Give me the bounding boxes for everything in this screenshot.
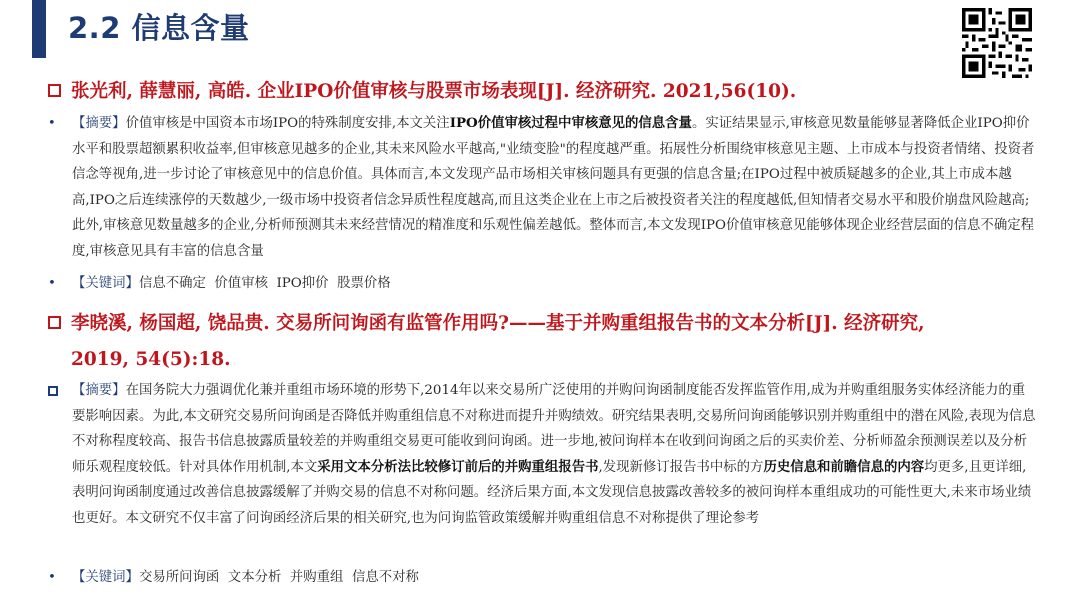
reference-2-abstract	[48, 378, 1038, 531]
reference-1-heading	[48, 74, 796, 110]
abstract-text: 价值审核是中国资本市场IPO的特殊制度安排,本文关注	[125, 116, 450, 131]
abstract-highlight: 历史信息和前瞻信息的内容	[763, 458, 925, 475]
abstract-highlight: IPO价值审核过程中审核意见的信息含量	[449, 115, 692, 131]
dot-bullet-icon: •	[48, 570, 56, 585]
square-outline-icon	[48, 316, 61, 329]
reference-2-keywords	[48, 565, 419, 590]
square-bullet-icon	[48, 386, 58, 396]
keywords-text: 交易所问询函 文本分析 并购重组 信息不对称	[138, 570, 419, 585]
dot-bullet-icon: •	[48, 276, 56, 291]
title-accent-bar	[32, 0, 46, 58]
abstract-highlight: 采用文本分析法比较修订前后的并购重组报告书	[317, 458, 599, 475]
keywords-text: 信息不确定 价值审核 IPO抑价 股票价格	[138, 276, 391, 291]
dot-bullet-icon: •	[48, 116, 56, 131]
abstract-text: 在国务院大力强调优化兼并重组市场环境的形势下,2014年以来交易所广泛使用的并购问询函制度能否发挥监管作用,成为并购重组服务实体经济能力的重要影响因素。为此,本文研究交易所问询函是否降低并购重组信息不对称进而提升并购绩效。研究结果表明,交易所问询函能够识别并购重组中的潜在风险,表现为信息不对称程度较高、报告书信息披露质量较差的并购重组交易更可能收到问询函。进一步地,被问询样本在收到问询函之后的买卖价差、分析师盈余预测误差以及分析师乐观程度较低。针对具体作用机制,本文	[72, 383, 1036, 475]
reference-1-keywords	[48, 271, 391, 296]
keywords-tag: 【关键词】	[72, 276, 139, 291]
abstract-text: 均更多,且更详细,表明问询函制度通过改善信息披露缓解了并购交易的信息不对称问题。经济后果方面,本文发现信息披露改善较多的被问询样本重组成功的可能性更大,未来市场业绩也更好。本文研究不仅丰富了问询函经济后果的相关研究,也为问询监管政策缓解并购重组信息不对称提供了理论参考	[72, 459, 1032, 526]
reference-2-citation-line1: 李晓溪, 杨国超, 饶品贵. 交易所问询函有监管作用吗?——基于并购重组报告书的文本分析[J]. 经济研究,	[71, 313, 925, 334]
reference-2-heading	[48, 306, 925, 378]
keywords-tag: 【关键词】	[72, 570, 139, 585]
abstract-text: 。实证结果显示,审核意见数量能够显著降低企业IPO抑价水平和股票超额累积收益率,但审核意见越多的企业,其未来风险水平越高,"业绩变脸"的程度越严重。拓展性分析围绕审核意见主题、上市成本与投资者情绪、投资者信念等视角,进一步讨论了审核意见中的信息价值。具体而言,本文发现产品市场相关审核问题具有更强的信息含量;在IPO过程中被质疑越多的企业,其上市成本越高,IPO之后连续涨停的天数越少,一级市场中投资者信念异质性程度越高,而且这类企业在上市之后被投资者关注的程度越低,但知情者交易水平和股价崩盘风险越高;此外,审核意见数量越多的企业,分析师预测其未来经营情况的精准度和乐观性偏差越低。整体而言,本文发现IPO价值审核意见能够体现企业经营层面的信息不确定程度,审核意见具有丰富的信息含量	[72, 116, 1035, 259]
reference-2-citation-line2: 2019, 54(5):18.	[71, 349, 231, 370]
reference-1-citation: 张光利, 薛慧丽, 高皓. 企业IPO价值审核与股票市场表现[J]. 经济研究. 2021,56(10).	[71, 81, 797, 102]
reference-1-abstract	[48, 111, 1038, 264]
abstract-text: ,发现新修订报告书中标的方	[598, 459, 764, 475]
square-outline-icon	[48, 84, 61, 97]
abstract-tag: 【摘要】	[72, 116, 126, 131]
page-title: 2.2 信息含量	[68, 11, 250, 45]
qr-code-icon	[962, 8, 1032, 78]
abstract-tag: 【摘要】	[72, 383, 126, 398]
